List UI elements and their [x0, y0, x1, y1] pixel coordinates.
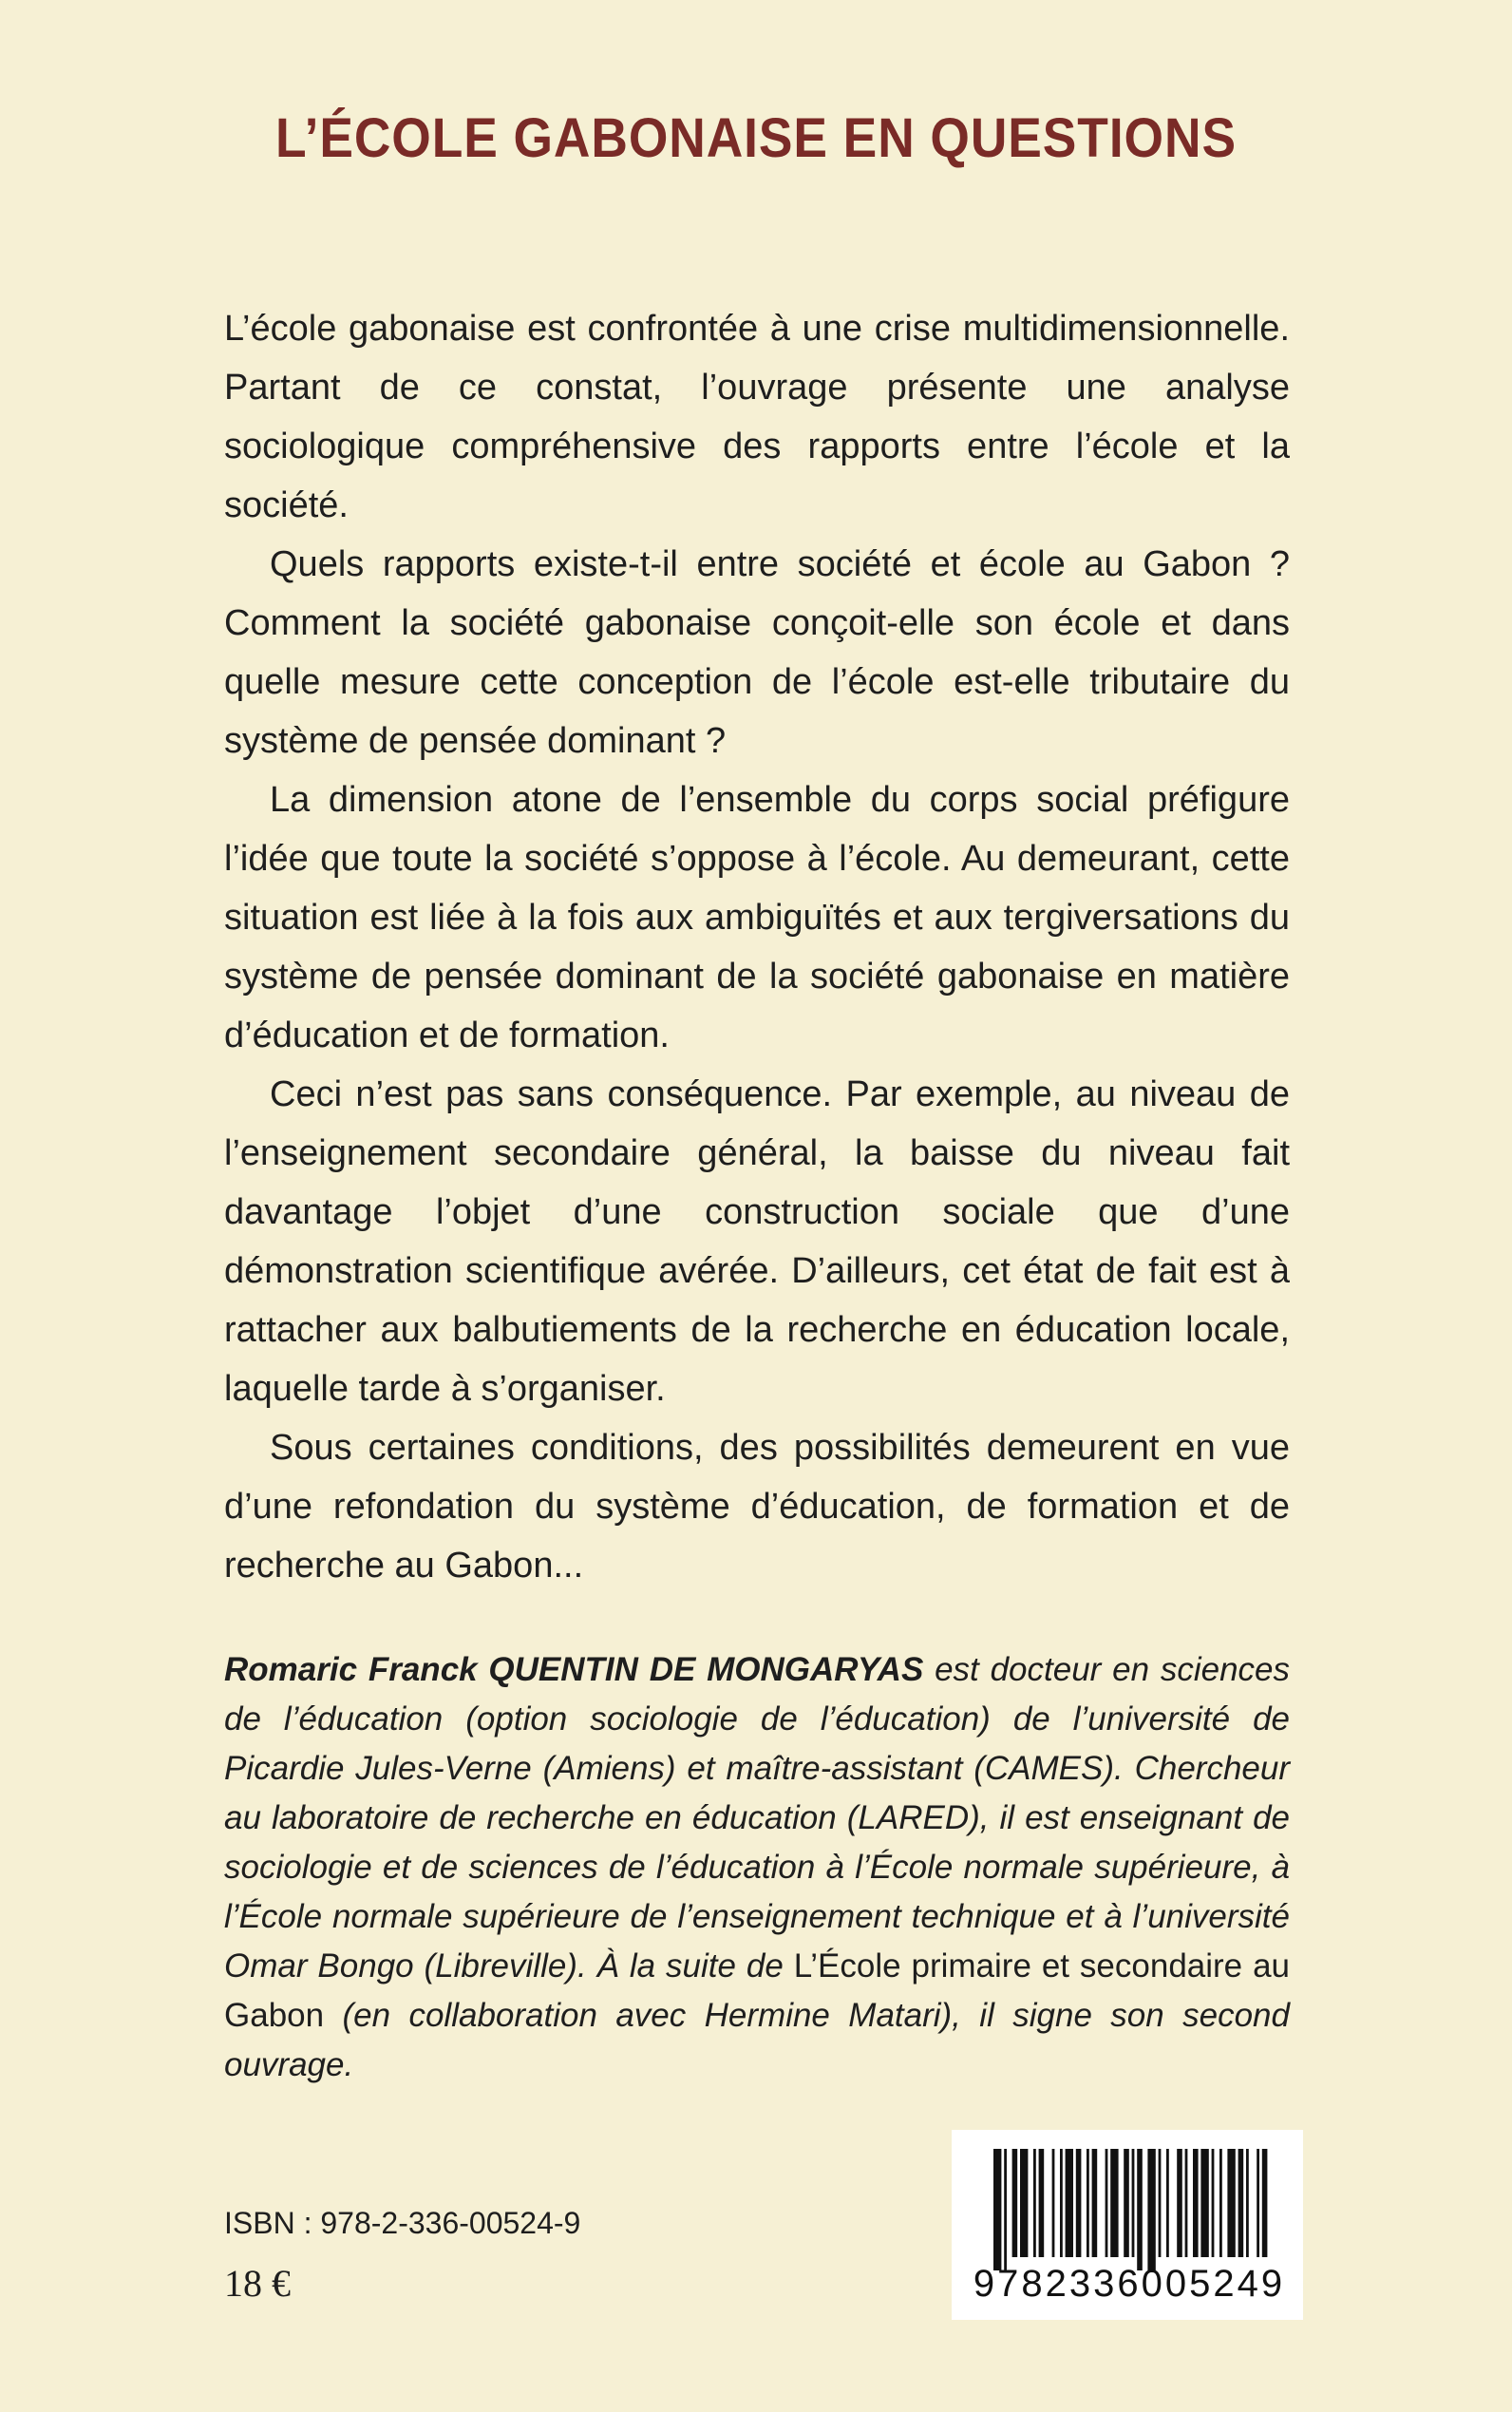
- price: 18 €: [224, 2262, 291, 2305]
- blurb-paragraph-5: Sous certaines conditions, des possibilités demeurent en vue d’une refondation du système d’éducation, de formation et de recherche au Gabon...: [224, 1428, 1290, 1586]
- barcode: [952, 2130, 1303, 2320]
- author-bio: [224, 1645, 1290, 2090]
- blurb-paragraph-1: L’école gabonaise est confrontée à une crise multidimensionnelle. Partant de ce constat, l’ouvrage présente une analyse sociologique compréhensive des rapports entre l’école et la société.: [224, 309, 1290, 525]
- book-title: L’ÉCOLE GABONAISE EN QUESTIONS: [275, 107, 1237, 169]
- barcode-bars-icon: [993, 2149, 1269, 2272]
- bio-text-part2: (en collaboration avec Hermine Matari), il signe son second ouvrage.: [224, 1997, 1290, 2083]
- previous-book-title: L’École primaire et secondaire au Gabon: [224, 1947, 1290, 2034]
- back-cover-blurb: [224, 299, 1290, 1595]
- blurb-paragraph-2: Quels rapports existe-t-il entre société et école au Gabon ? Comment la société gabonaise conçoit-elle son école et dans quelle mesure cette conception de l’école est-elle tributaire du système de pensée dominant ?: [224, 544, 1290, 761]
- bio-text-part1: est docteur en sciences de l’éducation (option sociologie de l’éducation) de l’université de Picardie Jules-Verne (Amiens) et maître-assistant (CAMES). Chercheur au laboratoire de recherche en éducation (LARED), il est enseignant de sociologie et de sciences de l’éducation à l’École normale supérieure, à l’École normale supérieure de l’enseignement technique et à l’université Omar Bongo (Libreville). À la suite de: [224, 1651, 1290, 1985]
- author-name: Romaric Franck QUENTIN DE MONGARYAS: [224, 1651, 924, 1688]
- blurb-paragraph-4: Ceci n’est pas sans conséquence. Par exemple, au niveau de l’enseignement secondaire général, la baisse du niveau fait davantage l’objet d’une construction sociale que d’une démonstration scientifique avérée. D’ailleurs, cet état de fait est à rattacher aux balbutiements de la recherche en éducation locale, laquelle tarde à s’organiser.: [224, 1074, 1290, 1409]
- isbn: ISBN : 978-2-336-00524-9: [224, 2206, 581, 2240]
- blurb-paragraph-3: La dimension atone de l’ensemble du corps social préfigure l’idée que toute la société s’oppose à l’école. Au demeurant, cette situation est liée à la fois aux ambiguïtés et aux tergiversations du système de pensée dominant de la société gabonaise en matière d’éducation et de formation.: [224, 780, 1290, 1055]
- barcode-number: 9782336005249: [973, 2263, 1286, 2305]
